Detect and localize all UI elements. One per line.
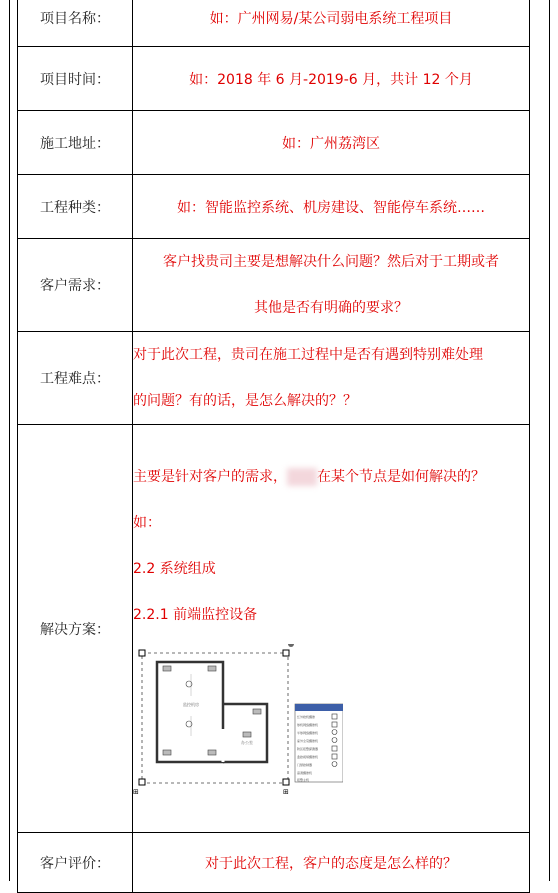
row-difficulties xyxy=(18,332,530,425)
label-difficulties: 工程难点： xyxy=(18,332,133,425)
label-customer-evaluation: 客户评价： xyxy=(18,833,133,893)
floor-plan-image xyxy=(133,644,343,804)
svg-text:门禁控制器: 门禁控制器 xyxy=(297,762,313,767)
svg-text:红外枪机摄像: 红外枪机摄像 xyxy=(297,714,316,719)
page-left-edge xyxy=(9,0,10,881)
value-project-type: 如：智能监控系统、机房建设、智能停车系统…… xyxy=(133,175,530,239)
row-customer-evaluation xyxy=(18,833,530,893)
label-project-name: 项目名称： xyxy=(18,0,133,47)
label-project-type: 工程种类： xyxy=(18,175,133,239)
row-project-name xyxy=(18,0,530,47)
customer-needs-line-1: 客户找贵司主要是想解决什么问题？然后对于工期或者 xyxy=(163,254,499,270)
label-project-time: 项目时间： xyxy=(18,47,133,111)
solution-line-1-end: 在某个节点是如何解决的？ xyxy=(317,468,485,485)
svg-text:高清摄像机: 高清摄像机 xyxy=(297,770,313,775)
svg-text:室外全景摄像机: 室外全景摄像机 xyxy=(297,738,319,743)
svg-text:监控机房: 监控机房 xyxy=(183,701,199,707)
redacted-blur xyxy=(287,468,317,486)
row-customer-needs xyxy=(18,239,530,332)
svg-text:监控视频摄像机: 监控视频摄像机 xyxy=(297,754,319,759)
value-project-time: 如：2018 年 6 月-2019-6 月，共计 12 个月 xyxy=(133,47,530,111)
solution-line-1-start: 主要是针对客户的需求， xyxy=(133,468,287,485)
solution-line-1 xyxy=(133,454,529,500)
project-info-table xyxy=(17,0,530,893)
page-right-edge xyxy=(549,0,550,881)
svg-text:⊞: ⊞ xyxy=(133,787,139,796)
value-solution xyxy=(133,425,530,833)
row-project-type xyxy=(18,175,530,239)
value-project-name: 如：广州网易/某公司弱电系统工程项目 xyxy=(133,0,530,47)
svg-text:防区报警探测器: 防区报警探测器 xyxy=(297,746,319,751)
svg-text:⊞: ⊞ xyxy=(283,787,289,796)
svg-text:球机网络摄像机: 球机网络摄像机 xyxy=(297,722,319,727)
value-customer-needs xyxy=(133,239,530,332)
svg-text:半球网络摄像机: 半球网络摄像机 xyxy=(297,730,319,735)
svg-text:办公室: 办公室 xyxy=(241,739,253,745)
label-solution: 解决方案： xyxy=(18,425,133,833)
value-customer-evaluation: 对于此次工程，客户的态度是怎么样的？ xyxy=(133,833,530,893)
label-site-address: 施工地址： xyxy=(18,111,133,175)
solution-section-heading: 2.2 系统组成 xyxy=(133,560,216,577)
row-project-time xyxy=(18,47,530,111)
svg-text:报警主机: 报警主机 xyxy=(297,777,310,782)
customer-needs-line-2: 其他是否有明确的要求？ xyxy=(254,300,408,316)
difficulties-line-1: 对于此次工程，贵司在施工过程中是否有遇到特别难处理 xyxy=(133,347,483,363)
row-solution xyxy=(18,425,530,833)
label-customer-needs: 客户需求： xyxy=(18,239,133,332)
solution-subsection-heading: 2.2.1 前端监控设备 xyxy=(133,606,258,623)
difficulties-line-2: 的问题？有的话，是怎么解决的？？ xyxy=(133,393,357,409)
value-site-address: 如：广州荔湾区 xyxy=(133,111,530,175)
row-site-address xyxy=(18,111,530,175)
solution-line-2: 如： xyxy=(133,514,161,531)
value-difficulties xyxy=(133,332,530,425)
